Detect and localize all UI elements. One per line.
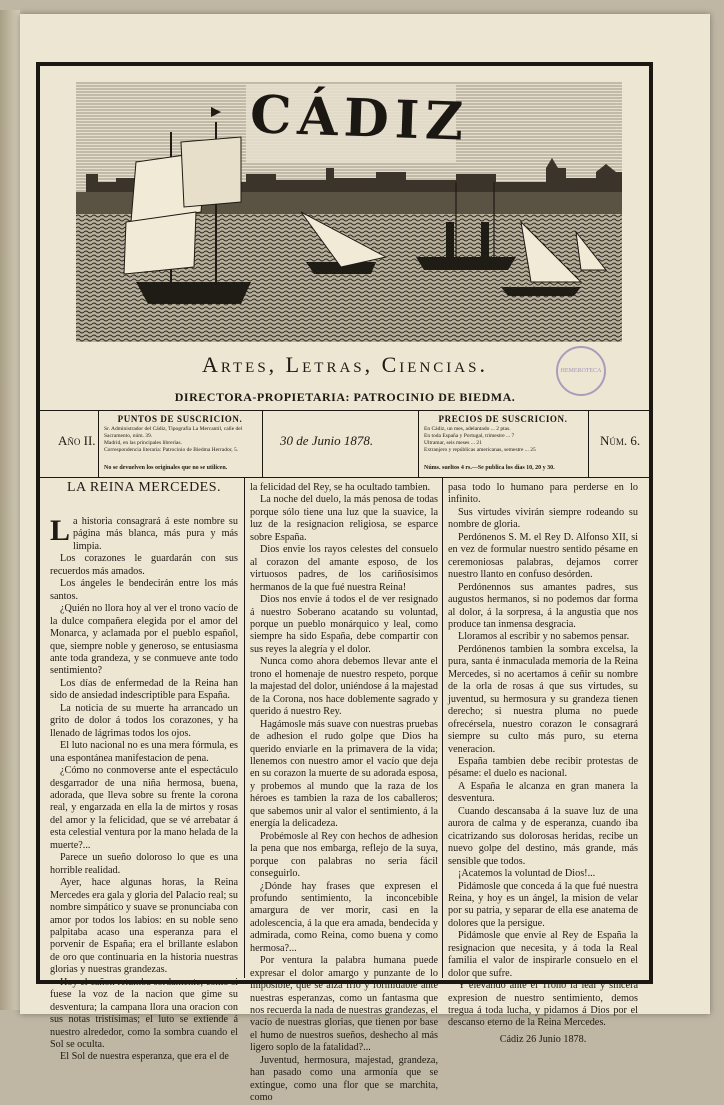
article-paragraph: La noticia de su muerte ha arrancado un grito de dolor á todos los corazones, y ha llenado de lágrimas todos los ojos. <box>50 702 238 739</box>
article-paragraph: Probémosle al Rey con hechos de adhesion la pena que nos embarga, reflejo de la suya, porque con palabras no seria fácil conseguirlo. <box>250 830 438 880</box>
article-paragraph: Los días de enfermedad de la Reina han sido de ansiedad indescriptible para España. <box>50 677 238 702</box>
article-paragraph: España tambien debe recibir protestas de pésame: el duelo es nacional. <box>448 755 638 780</box>
article-signoff: Cádiz 26 Junio 1878. <box>499 1033 587 1045</box>
article-paragraph: la felicidad del Rey, se ha ocultado tambien. <box>250 482 431 493</box>
subscription-price-line: Extranjero y repúblicas americanas, semestre ... 25 <box>424 447 536 453</box>
director-line: DIRECTORA-PROPIETARIA: PATROCINIO DE BIEDMA. <box>174 390 516 404</box>
article-paragraph: El Sol de nuestra esperanza, que era el de <box>60 1051 229 1063</box>
masthead-title: CÁDIZ <box>249 84 471 153</box>
article-paragraph: Perdónennos sus amantes padres, sus augustos hermanos, si no podemos dar forma al dolor, á la sorpresa, á la angustia que nos produce tan inmensa desgracia. <box>448 581 638 630</box>
info-divider <box>418 411 419 477</box>
article-paragraph: Juventud, hermosura, majestad, grandeza, han pasado como una armonía que se extingue, como una flor que se marchita, como <box>250 1054 438 1104</box>
article-paragraph: ¿Cómo no conmoverse ante el espectáculo desgarrador de una niña hermosa, buena, adorada, que lleva sobre su frente la corona real, y engarzada en ella la de mirtos y rosas del amor y la felicidad, que se vé arrebatar á esta celestial ventura por la mano helada de la muerte?... <box>50 765 238 851</box>
article-paragraph: ¡Acatemos la voluntad de Dios!... <box>458 868 596 880</box>
article-paragraph: Ayer, hace algunas horas, la Reina Mercedes era gala y gloria del Palacio real; su nombre simpático y suave se pronunciaba con amor por todos los labios: en su noble seno palpitaba acaso una esperanza para el porvenir de España; era el brillante eslabon de oro que continuaria en la historia nuestras glorias y nuestras grandezas. <box>50 877 238 976</box>
subscription-prices-note: Núms. sueltos 4 rs.—Se publica los días 10, 20 y 30. <box>424 465 555 471</box>
library-stamp: HEMEROTECA <box>556 346 606 396</box>
article-paragraph: El luto nacional no es una mera fórmula, es una espontánea manifestacion de pena. <box>50 740 238 764</box>
subscription-price-line: Ultramar, seis meses ... 21 <box>424 440 482 446</box>
article-paragraph: Hoy el cañon retumba sordamente, como si fuese la voz de la nacion que gime su desventura; la campana llora una oracion con sus notas tristísimas; el luto se extiende á nuestro alrededor, como la sombra cuando el Sol se oculta. <box>50 976 238 1051</box>
info-bar <box>40 410 650 478</box>
drop-cap: L <box>50 514 71 547</box>
subscription-points-note: No se devuelven los originales que no se utilicen. <box>104 465 228 471</box>
subscription-prices-title: PRECIOS DE SUSCRICION. <box>438 414 568 424</box>
article-paragraph: Pidámosle que conceda á la que fué nuestra Reina, y hoy es un ángel, la mision de velar por su patria, y separar de ella ese anatema de dolores que la persigue. <box>448 880 638 929</box>
article-paragraph: Dios nos envíe á todos el de ver resignado á nuestro Soberano acatando su voluntad, porque un pueblo monárquico y leal, como siempre ha sido España, debe compartir con sus reyes la alegría y el dolor. <box>250 594 438 655</box>
subscription-points-title: PUNTOS DE SUSCRICION. <box>117 414 243 424</box>
column-rule <box>442 478 443 978</box>
year-label: Año II. <box>58 433 96 448</box>
article-paragraph: Lloramos al escribir y no sabemos pensar. <box>458 631 630 643</box>
article-paragraph: Los ángeles le bendecirán entre los más santos. <box>50 578 238 602</box>
article-paragraph: Sus virtudes vivirán siempre rodeando su nombre de gloria. <box>448 506 638 531</box>
subscription-point-line: Madrid, en las principales librerías. <box>104 440 182 446</box>
column-rule <box>244 478 245 978</box>
info-divider <box>98 411 99 477</box>
article-paragraph: Hagámosle más suave con nuestras pruebas de adhesion el rudo golpe que Dios ha querido enviarle en la primavera de la vida; llenemos con nuestro amor el vacío que deja en su corazon la muerte de su adorada esposa, y probemos al mundo que la raza de los héroes es tambien la raza de los caballeros; que sabemos unir al valor el sentimiento, á la energía la delicadeza. <box>250 718 438 830</box>
article-column-1 <box>50 480 238 1063</box>
issue-number: Núm. 6. <box>600 433 641 448</box>
article-column-2 <box>250 482 438 1104</box>
issue-date: 30 de Junio 1878. <box>280 433 374 448</box>
subscription-price-line: En Cádiz, un mes, adelantado ... 2 ptas. <box>424 426 511 432</box>
article-paragraph: Perdónenos tambien la sombra excelsa, la pura, santa é inmaculada memoria de la Reina Mercedes, si no acertamos á ceñir su nombre de la orla de rosas á que sus virtudes, su juventud, su hermosura y su grandeza tienen derecho; si nuestra pluma no puede ofrecérsela, nuestro corazon le consagrará siempre su culto más puro, su eterna veneracion. <box>448 643 638 755</box>
info-divider <box>588 411 589 477</box>
article-title: LA REINA MERCEDES. <box>66 480 222 495</box>
article-paragraph: Pidámosle que envie al Rey de España la resignacion que necesita, y á toda la Real familia el valor de inspirarle consuelo en el dolor que sufre. <box>448 930 638 979</box>
adjacent-page-edge <box>0 10 20 1010</box>
article-paragraph: Cuando descansaba á la suave luz de una aurora de calma y de esperanza, cuando iba cicatrizando sus dolorosas heridas, recibe un nuevo golpe del destino, más grande, más sensible que todos. <box>448 805 638 867</box>
paragraph-text: a historia consagrará á este nombre su página más blanca, más pura y más limpia. <box>73 516 238 552</box>
article-paragraph: Dios envie los rayos celestes del consuelo al corazon del amante esposo, de los virtuosos padres, de los cariñosísimos hermanos de la que fué nuestra Reina! <box>250 544 438 593</box>
article-paragraph: Perdónenos S. M. el Rey D. Alfonso XII, si en vez de formular nuestro sentido pésame en ceremoniosas palabras, dejamos correr nuestro llanto en confuso desórden. <box>448 531 638 581</box>
article-paragraph: Y elevando ante el Trono la leal y sincera expresion de nuestro sentimiento, demos tregua á toda lucha, y pidamos á Dios por el descanso eterno de la Reina Mercedes. <box>448 980 638 1029</box>
article-paragraph: Nunca como ahora debemos llevar ante el trono el homenaje de nuestro respeto, porque la majestad del dolor, uniéndose á la majestad de la Corona, nos hace doblemente sagrado y querido á nuestro Rey. <box>250 656 438 718</box>
subscription-price-line: En toda España y Portugal, trimestre ... 7 <box>424 433 515 439</box>
article-paragraph: Parece un sueño doloroso lo que es una horrible realidad. <box>50 852 238 876</box>
masthead-subtitle: Artes, Letras, Ciencias. <box>202 352 488 377</box>
article-paragraph: Por ventura la palabra humana puede expresar el dolor amargo y punzante de lo imposible, que se alza frío y formidable ante nuestras esperanzas, como un fantasma que nos recuerda la nada de nuestras grandezas, el vacío de nuestras glorias, que tienen por base el humo de nuestros sueños, deshecho al más ligero soplo de la fatalidad?... <box>250 955 438 1054</box>
article-paragraph: Los corazones le guardarán con sus recuerdos más amados. <box>50 553 238 577</box>
article-paragraph: A España le alcanza en gran manera la desventura. <box>448 780 638 805</box>
article-paragraph: ¿Quién no llora hoy al ver el trono vacío de la dulce compañera elegida por el amor del Monarca, y aclamada por el pueblo español, que, siempre noble y generoso, se entusiasma ante toda grandeza, y se conmueve ante todo sentimiento? <box>50 603 238 677</box>
article-paragraph <box>50 516 238 553</box>
article-paragraph: ¿Dónde hay frases que expresen el profundo sentimiento, la inconcebible amargura de ver morir, casi en la adolescencia, á la que era amada, bendecida y admirada, como Reina, como buena y como hermosa?... <box>250 880 438 954</box>
info-divider <box>262 411 263 477</box>
subscription-point-line: Correspondencia literaria: Patrocinio de Biedma Herrador, 5. <box>104 447 239 453</box>
article-paragraph: pasa todo lo humano para perderse en lo infinito. <box>448 482 638 506</box>
subscription-point-line: Sr. Administrador del Cádiz, Tipografía La Mercantil, calle del Sacramento, núm. 39. <box>104 426 243 439</box>
article-paragraph: La noche del duelo, la más penosa de todas porque sólo tiene una luz que la suavice, la luz de la resignacion religiosa, se esparce sobre España. <box>250 494 438 543</box>
article-column-3 <box>448 482 638 1045</box>
